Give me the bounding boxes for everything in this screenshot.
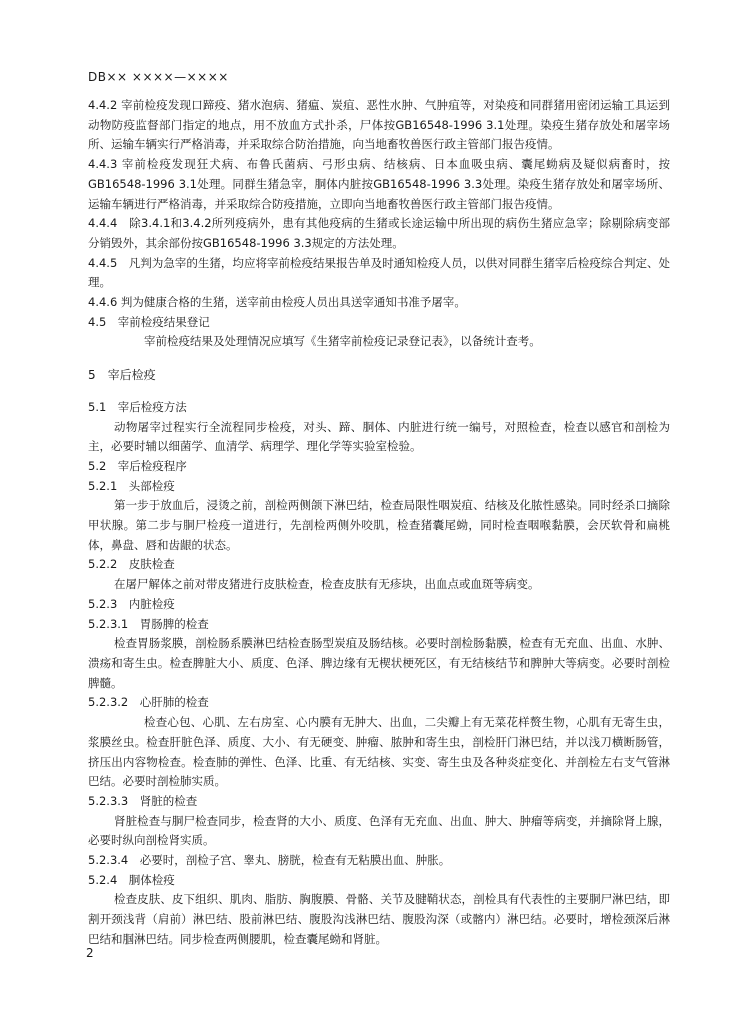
- body-5-1: 动物屠宰过程实行全流程同步检疫，对头、蹄、胴体、内脏进行统一编号，对照检查，检查以感官和剖检为主，必要时辅以细菌学、血清学、病理学、理化学等实验室检验。: [88, 419, 670, 454]
- body-5-2-3-3: 肾脏检查与胴尸检查同步，检查肾的大小、质度、色泽有无充血、出血、肿大、肿瘤等病变，并摘除肾上腺，必要时纵向剖检肾实质。: [88, 813, 670, 848]
- body-5-2-3-2: 检查心包、心肌、左右房室、心内膜有无肿大、出血，二尖瓣上有无菜花样赘生物，心肌有无寄生虫，浆膜丝虫。检查肝脏色泽、质度、大小、有无硬变、肿瘤、脓肿和寄生虫，剖检肝门淋巴结，并以浅刀横断肠管，挤压出内容物检查。检查肺的弹性、色泽、比重、有无结核、实变、寄生虫及各种炎症变化、并剖检左右支气管淋巴结。必要时剖检肺实质。: [88, 715, 670, 789]
- body-5-2-4: 检查皮肤、皮下组织、肌肉、脂肪、胸腹膜、骨骼、关节及腱鞘状态，剖检具有代表性的主要胴尸淋巴结，即割开颈浅背（肩前）淋巴结、股前淋巴结、腹股沟浅淋巴结、腹股沟深（或髂内）淋巴结。必要时，增检颈深后淋巴结和腘淋巴结。同步检查两侧腰肌，检查囊尾蚴和肾脏。: [88, 892, 670, 946]
- heading-5-2-2: 5.2.2 皮肤检查: [88, 557, 175, 572]
- body-5-2-3-1: 检查胃肠浆膜，剖检肠系膜淋巴结检查肠型炭疽及肠结核。必要时剖检肠黏膜，检查有无充血、出血、水肿、溃疡和寄生虫。检查脾脏大小、质度、色泽、脾边缘有无楔状梗死区，有无结核结节和脾肿大等病变。必要时剖检脾髓。: [88, 636, 670, 690]
- body-4-5: 宰前检疫结果及处理情况应填写《生猪宰前检疫记录登记表》，以备统计查考。: [144, 334, 541, 349]
- page-number: 2: [86, 946, 94, 960]
- heading-5-1: 5.1 宰后检疫方法: [88, 399, 187, 414]
- heading-5-2-3-1: 5.2.3.1 胃肠脾的检查: [88, 616, 209, 631]
- heading-5-2-3: 5.2.3 内脏检疫: [88, 596, 175, 611]
- body-5-2-1: 第一步于放血后，浸烫之前，剖检两侧颌下淋巴结，检查局限性咽炭疽、结核及化脓性感染。同时经杀口摘除甲状腺。第二步与胴尸检疫一道进行，先剖检两侧外咬肌，检查猪囊尾蚴，同时检查咽喉黏膜，会厌软骨和扁桃体，鼻盘、唇和齿龈的状态。: [88, 498, 670, 552]
- clause-4-4-4: 4.4.4 除3.4.1和3.4.2所列疫病外，患有其他疫病的生猪或长途运输中所出现的病伤生猪应急宰；除剔除病变部分销毁外，其余部份按GB16548-1996 3.3规定的方法处理。: [88, 216, 670, 250]
- heading-5-2-1: 5.2.1 头部检疫: [88, 478, 175, 493]
- clause-5-2-3-4: 5.2.3.4 必要时，剖检子宫、睾丸、膀胱，检查有无粘膜出血、肿胀。: [88, 853, 451, 868]
- clause-4-4-6: 4.4.6 判为健康合格的生猪，送宰前由检疫人员出具送宰通知书准予屠宰。: [88, 295, 466, 310]
- document-header: DB×× ××××—××××: [88, 70, 229, 84]
- heading-4-5: 4.5 宰前检疫结果登记: [88, 314, 210, 329]
- clause-4-4-3: 4.4.3 宰前检疫发现狂犬病、布鲁氏菌病、弓形虫病、结核病、日本血吸虫病、囊尾蚴病及疑似病畜时，按GB16548-1996 3.1处理。同群生猪急宰，胴体内脏按GB16548-1996 3.3处理。染疫生猪存放处和屠宰场所、运输车辆进行严格消毒，并采取综合防疫措施，立即向当地畜牧兽医行政主管部门报告疫情。: [88, 157, 670, 211]
- body-5-2-2: 在屠尸解体之前对带皮猪进行皮肤检查，检查皮肤有无疹块，出血点或血斑等病变。: [114, 577, 540, 592]
- heading-5-2: 5.2 宰后检疫程序: [88, 458, 187, 473]
- clause-4-4-5: 4.4.5 凡判为急宰的生猪，均应将宰前检疫结果报告单及时通知检疫人员，以供对同群生猪宰后检疫综合判定、处理。: [88, 255, 670, 290]
- heading-5-2-4: 5.2.4 胴体检疫: [88, 872, 175, 887]
- document-body: [88, 96, 670, 950]
- heading-5: 5 宰后检疫: [88, 368, 156, 383]
- clause-4-4-2: 4.4.2 宰前检疫发现口蹄疫、猪水泡病、猪瘟、炭疽、恶性水肿、气肿疽等，对染疫和同群猪用密闭运输工具运到动物防疫监督部门指定的地点，用不放血方式扑杀，尸体按GB16548-1996 3.1处理。染疫生猪存放处和屠宰场所、运输车辆实行严格消毒，并采取综合防治措施，向当地畜牧兽医行政主管部门报告疫情。: [88, 98, 670, 152]
- heading-5-2-3-2: 5.2.3.2 心肝肺的检查: [88, 695, 209, 710]
- heading-5-2-3-3: 5.2.3.3 肾脏的检查: [88, 793, 198, 808]
